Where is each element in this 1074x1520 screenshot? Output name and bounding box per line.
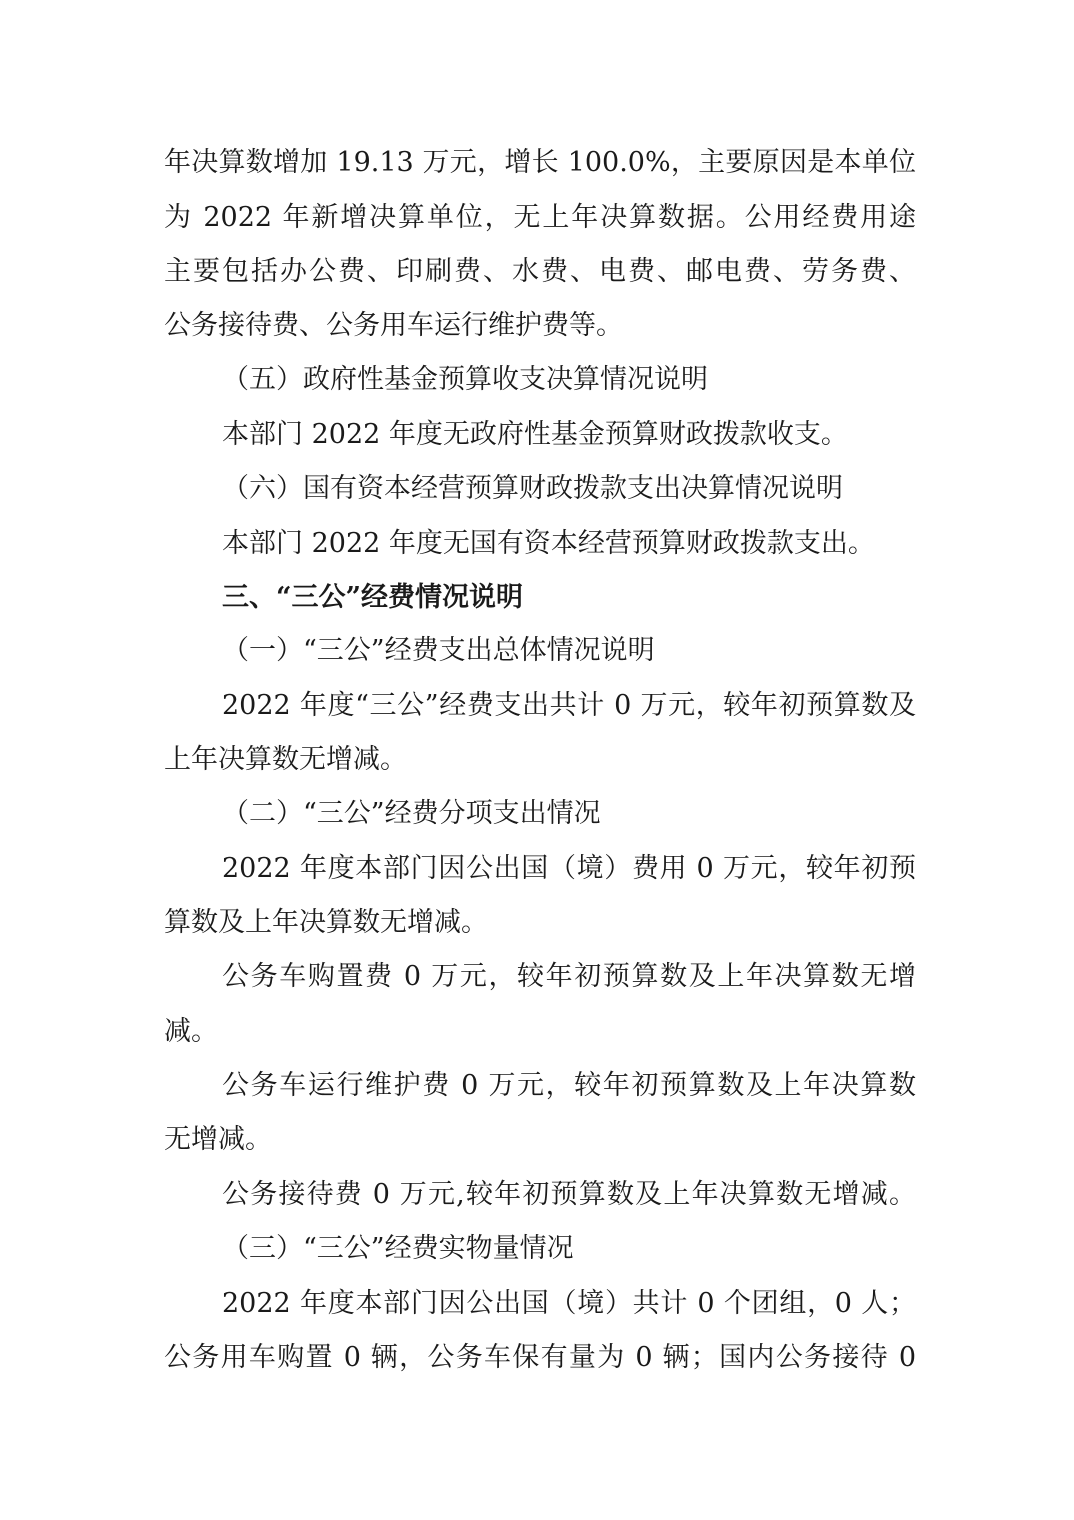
- body-text-line: 2022 年度本部门因公出国（境）费用 0 万元，较年初预: [222, 853, 916, 884]
- body-text-line: 2022 年度“三公”经费支出共计 0 万元，较年初预算数及: [222, 690, 916, 721]
- section-heading-2: （二）“三公”经费分项支出情况: [222, 798, 601, 829]
- body-text-line: 公务用车购置 0 辆，公务车保有量为 0 辆；国内公务接待 0: [164, 1342, 916, 1373]
- body-text-line: 算数及上年决算数无增减。: [164, 907, 488, 938]
- body-text-line: 公务接待费 0 万元,较年初预算数及上年决算数无增减。: [222, 1179, 916, 1210]
- body-text-line: 本部门 2022 年度无国有资本经营预算财政拨款支出。: [222, 528, 875, 559]
- section-heading-6: （六）国有资本经营预算财政拨款支出决算情况说明: [222, 473, 843, 504]
- section-heading-3: （三）“三公”经费实物量情况: [222, 1233, 574, 1264]
- body-text-line: 为 2022 年新增决算单位，无上年决算数据。公用经费用途: [164, 202, 916, 233]
- body-text-line: 主要包括办公费、印刷费、水费、电费、邮电费、劳务费、: [164, 256, 916, 287]
- body-text-line: 无增减。: [164, 1124, 272, 1155]
- section-heading-1: （一）“三公”经费支出总体情况说明: [222, 635, 655, 666]
- chapter-heading-3: 三、“三公”经费情况说明: [222, 582, 524, 613]
- body-text-line: 本部门 2022 年度无政府性基金预算财政拨款收支。: [222, 419, 848, 450]
- section-heading-5: （五）政府性基金预算收支决算情况说明: [222, 364, 708, 395]
- body-text-line: 公务接待费、公务用车运行维护费等。: [164, 310, 623, 341]
- body-text-line: 公务车购置费 0 万元，较年初预算数及上年决算数无增: [222, 961, 916, 992]
- body-text-line: 公务车运行维护费 0 万元，较年初预算数及上年决算数: [222, 1070, 916, 1101]
- body-text-line: 减。: [164, 1016, 218, 1047]
- body-text-line: 2022 年度本部门因公出国（境）共计 0 个团组，0 人；: [222, 1288, 916, 1319]
- body-text-line: 上年决算数无增减。: [164, 744, 407, 775]
- body-text-line: 年决算数增加 19.13 万元，增长 100.0%，主要原因是本单位: [164, 147, 916, 178]
